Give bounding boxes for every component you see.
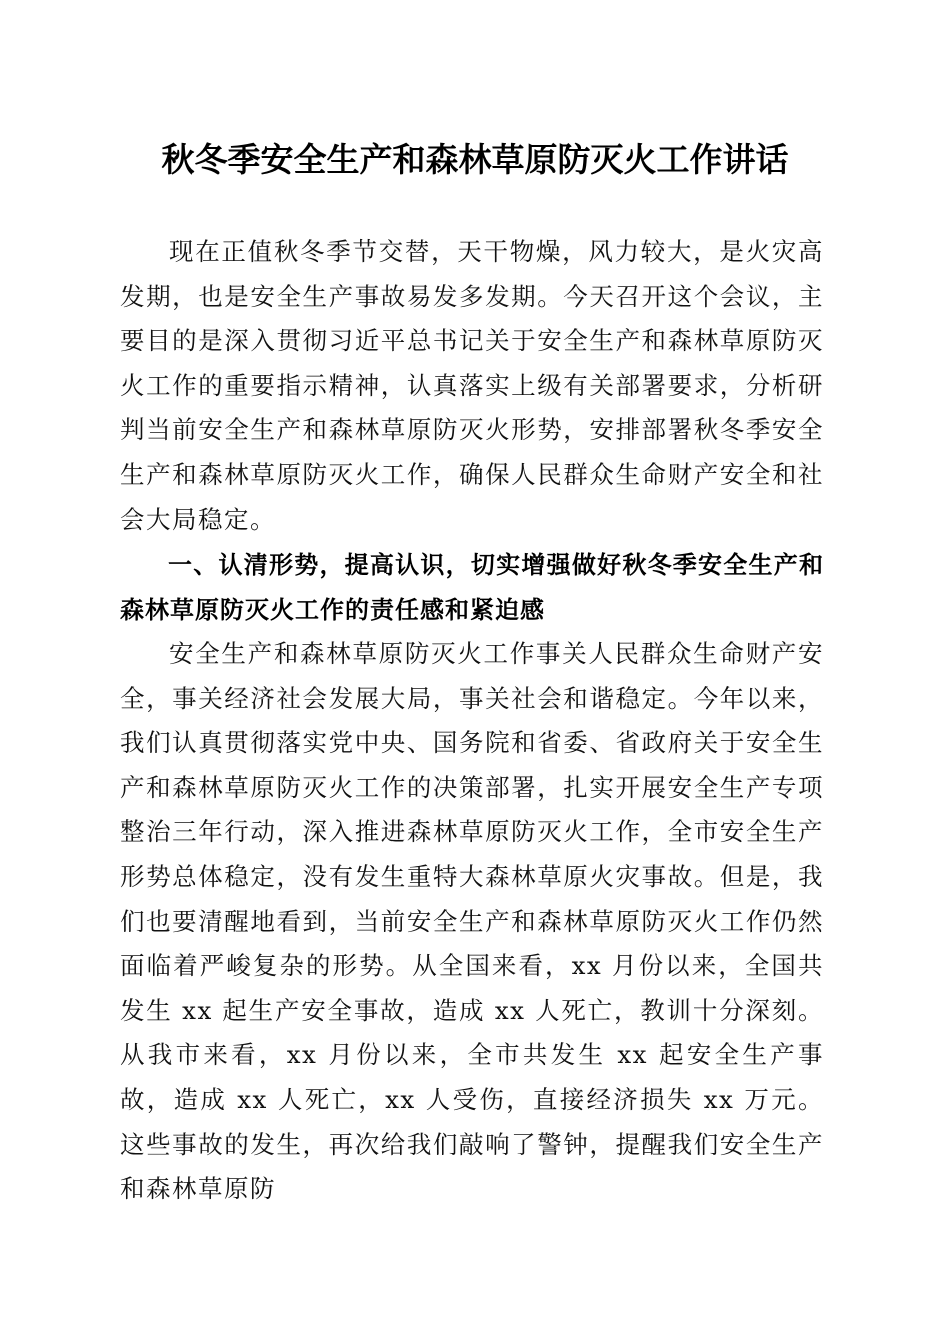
document-title: 秋冬季安全生产和森林草原防灭火工作讲话 (161, 140, 789, 179)
section-heading: 一、认清形势，提高认识，切实增强做好秋冬季安全生产和森林草原防灭火工作的责任感和紧迫感 (120, 551, 824, 624)
body-paragraph: 安全生产和森林草原防灭火工作事关人民群众生命财产安全，事关经济社会发展大局，事关社会和谐稳定。今年以来，我们认真贯彻落实党中央、国务院和省委、省政府关于安全生产和森林草原防灭火工作的决策部署，扎实开展安全生产专项整治三年行动，深入推进森林草原防灭火工作，全市安全生产形势总体稳定，没有发生重特大森林草原火灾事故。但是，我们也要清醒地看到，当前安全生产和森林草原防灭火工作仍然面临着严峻复杂的形势。从全国来看，xx 月份以来，全国共发生 xx 起生产安全事故，造成 xx 人死亡，教训十分深刻。从我市来看，xx 月份以来，全市共发生 xx 起安全生产事故，造成 xx 人死亡，xx 人受伤，直接经济损失 xx 万元。这些事故的发生，再次给我们敲响了警钟，提醒我们安全生产和森林草原防 (120, 639, 824, 1204)
intro-paragraph: 现在正值秋冬季节交替，天干物燥，风力较大，是火灾高发期，也是安全生产事故易发多发期。今天召开这个会议，主要目的是深入贯彻习近平总书记关于安全生产和森林草原防灭火工作的重要指示精神，认真落实上级有关部署要求，分析研判当前安全生产和森林草原防灭火形势，安排部署秋冬季安全生产和森林草原防灭火工作，确保人民群众生命财产安全和社会大局稳定。 (120, 237, 824, 534)
